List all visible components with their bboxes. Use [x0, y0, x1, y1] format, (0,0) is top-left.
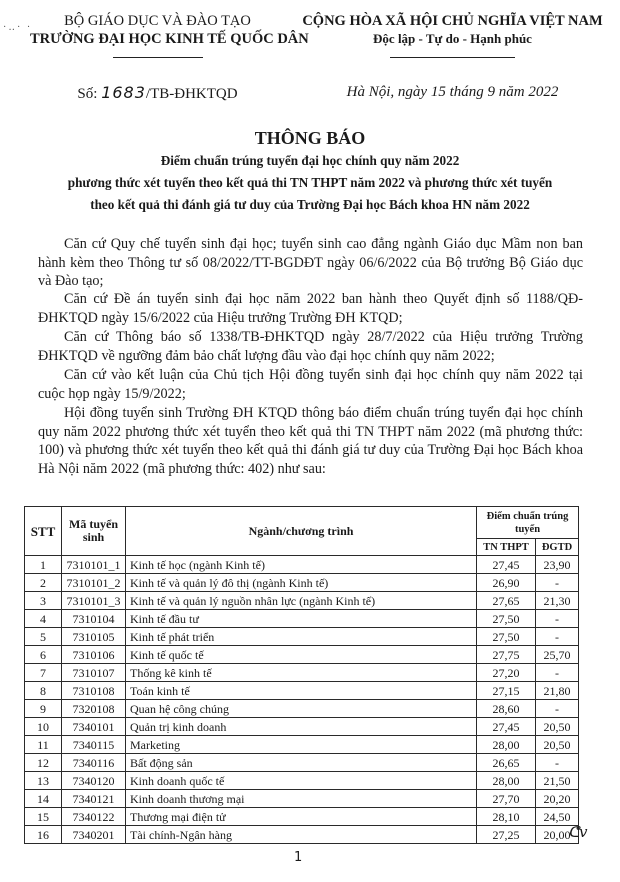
paragraph-regulation: Căn cứ Quy chế tuyển sinh đại học; tuyển sinh cao đẳng ngành Giáo dục Mầm non ban hành kèm theo Thông tư số 08/2022/TT-BGDĐT ngày 06/6/2022 của Bộ trưởng Bộ Giáo dục và Đào tạo; — [38, 236, 583, 289]
cell-code: 7340116 — [62, 754, 126, 772]
table-row — [25, 664, 579, 682]
cell-dgtd: 23,90 — [536, 556, 579, 574]
table-row — [25, 808, 579, 826]
cell-stt: 16 — [25, 826, 62, 844]
cell-code: 7340201 — [62, 826, 126, 844]
table-row — [25, 610, 579, 628]
table-row — [25, 736, 579, 754]
cell-program: Kinh doanh thương mại — [126, 790, 477, 808]
cell-program: Kinh doanh quốc tế — [126, 772, 477, 790]
initials-signature: ᕦv — [568, 823, 588, 841]
cell-tn-thpt: 27,75 — [477, 646, 536, 664]
number-handwritten: 1683 — [101, 83, 146, 102]
cell-tn-thpt: 26,90 — [477, 574, 536, 592]
scan-specks: ·‥· · — [3, 22, 33, 33]
cell-program: Kinh tế quốc tế — [126, 646, 477, 664]
cell-tn-thpt: 27,50 — [477, 628, 536, 646]
table-row — [25, 682, 579, 700]
cell-stt: 2 — [25, 574, 62, 592]
cell-program: Thương mại điện tử — [126, 808, 477, 826]
cell-dgtd: - — [536, 628, 579, 646]
subtitle-line-2: phương thức xét tuyển theo kết quả thi TN THPT năm 2022 và phương thức xét tuyển — [67, 175, 553, 190]
cell-stt: 5 — [25, 628, 62, 646]
cell-tn-thpt: 27,20 — [477, 664, 536, 682]
cell-program: Tài chính-Ngân hàng — [126, 826, 477, 844]
cell-tn-thpt: 27,50 — [477, 610, 536, 628]
cell-program: Kinh tế phát triển — [126, 628, 477, 646]
cell-tn-thpt: 26,65 — [477, 754, 536, 772]
paragraph-threshold-notice: Căn cứ Thông báo số 1338/TB-ĐHKTQD ngày 28/7/2022 của Hiệu trưởng Trường ĐHKTQD về ngưỡng đảm bảo chất lượng đầu vào đại học chính quy năm 2022; — [38, 329, 583, 364]
cell-stt: 9 — [25, 700, 62, 718]
header-right — [290, 12, 615, 58]
header-tn-thpt: TN THPT — [477, 539, 536, 556]
number-prefix: Số: — [77, 86, 98, 102]
document-title: THÔNG BÁO — [254, 128, 366, 148]
cell-code: 7310104 — [62, 610, 126, 628]
table-row — [25, 646, 579, 664]
cell-code: 7340121 — [62, 790, 126, 808]
cell-program: Kinh tế và quản lý đô thị (ngành Kinh tế) — [126, 574, 477, 592]
table-row — [25, 700, 579, 718]
cell-stt: 11 — [25, 736, 62, 754]
cell-dgtd: 21,30 — [536, 592, 579, 610]
cell-tn-thpt: 27,45 — [477, 556, 536, 574]
header-right-rule — [390, 57, 515, 58]
cell-stt: 14 — [25, 790, 62, 808]
admission-scores-table — [24, 506, 579, 844]
table-row — [25, 754, 579, 772]
cell-dgtd: - — [536, 610, 579, 628]
cell-program: Toán kinh tế — [126, 682, 477, 700]
cell-tn-thpt: 28,60 — [477, 700, 536, 718]
cell-tn-thpt: 27,70 — [477, 790, 536, 808]
cell-tn-thpt: 27,25 — [477, 826, 536, 844]
table-row — [25, 790, 579, 808]
cell-stt: 10 — [25, 718, 62, 736]
cell-program: Thống kê kinh tế — [126, 664, 477, 682]
cell-code: 7310101_1 — [62, 556, 126, 574]
header-left — [30, 12, 309, 58]
page-number: 1 — [294, 850, 303, 865]
ministry-name: BỘ GIÁO DỤC VÀ ĐÀO TẠO — [64, 13, 251, 29]
cell-code: 7320108 — [62, 700, 126, 718]
cell-tn-thpt: 27,65 — [477, 592, 536, 610]
header-dgtd: ĐGTD — [536, 539, 579, 556]
cell-dgtd: 20,50 — [536, 736, 579, 754]
table-row — [25, 718, 579, 736]
cell-dgtd: 21,50 — [536, 772, 579, 790]
cell-dgtd: 20,00 — [536, 826, 579, 844]
cell-code: 7310106 — [62, 646, 126, 664]
table-row — [25, 772, 579, 790]
cell-program: Quản trị kinh doanh — [126, 718, 477, 736]
paragraph-admission-plan: Căn cứ Đề án tuyển sinh đại học năm 2022 ban hành theo Quyết định số 1188/QĐ-ĐHKTQD ngày 15/6/2022 của Hiệu trưởng Trường ĐH KTQD; — [38, 291, 583, 326]
cell-tn-thpt: 28,00 — [477, 772, 536, 790]
paragraph-council-conclusion: Căn cứ vào kết luận của Chủ tịch Hội đồng tuyển sinh đại học chính quy năm 2022 tại cuộc họp ngày 15/9/2022; — [38, 367, 583, 402]
cell-stt: 13 — [25, 772, 62, 790]
cell-stt: 4 — [25, 610, 62, 628]
table-row — [25, 574, 579, 592]
cell-code: 7340101 — [62, 718, 126, 736]
header-code: Mã tuyển sinh — [62, 507, 126, 556]
national-motto: Độc lập - Tự do - Hạnh phúc — [373, 31, 532, 46]
cell-tn-thpt: 27,45 — [477, 718, 536, 736]
subtitle-line-1: Điểm chuẩn trúng tuyển đại học chính quy năm 2022 — [160, 153, 460, 168]
cell-dgtd: - — [536, 664, 579, 682]
university-name: TRƯỜNG ĐẠI HỌC KINH TẾ QUỐC DÂN — [30, 31, 309, 47]
header-left-rule — [113, 57, 203, 58]
cell-code: 7310101_2 — [62, 574, 126, 592]
cell-code: 7310107 — [62, 664, 126, 682]
table-row — [25, 628, 579, 646]
cell-dgtd: - — [536, 700, 579, 718]
cell-program: Marketing — [126, 736, 477, 754]
header-program: Ngành/chương trình — [126, 507, 477, 556]
cell-program: Quan hệ công chúng — [126, 700, 477, 718]
cell-stt: 8 — [25, 682, 62, 700]
cell-program: Kinh tế đầu tư — [126, 610, 477, 628]
table-row — [25, 592, 579, 610]
cell-dgtd: 25,70 — [536, 646, 579, 664]
cell-dgtd: - — [536, 574, 579, 592]
cell-code: 7340115 — [62, 736, 126, 754]
cell-stt: 1 — [25, 556, 62, 574]
cell-dgtd: 20,20 — [536, 790, 579, 808]
cell-code: 7310101_3 — [62, 592, 126, 610]
cell-stt: 15 — [25, 808, 62, 826]
header-score-group: Điểm chuẩn trúng tuyển — [477, 507, 579, 539]
cell-code: 7340120 — [62, 772, 126, 790]
document-number — [30, 83, 285, 103]
cell-tn-thpt: 28,10 — [477, 808, 536, 826]
cell-program: Bất động sản — [126, 754, 477, 772]
cell-tn-thpt: 27,15 — [477, 682, 536, 700]
cell-stt: 12 — [25, 754, 62, 772]
cell-code: 7310105 — [62, 628, 126, 646]
table-row — [25, 556, 579, 574]
cell-dgtd: 24,50 — [536, 808, 579, 826]
cell-tn-thpt: 28,00 — [477, 736, 536, 754]
table-row — [25, 826, 579, 844]
header-stt: STT — [25, 507, 62, 556]
cell-dgtd: 21,80 — [536, 682, 579, 700]
cell-dgtd: - — [536, 754, 579, 772]
cell-program: Kinh tế học (ngành Kinh tế) — [126, 556, 477, 574]
cell-stt: 3 — [25, 592, 62, 610]
republic-name: CỘNG HÒA XÃ HỘI CHỦ NGHĨA VIỆT NAM — [302, 13, 603, 29]
cell-dgtd: 20,50 — [536, 718, 579, 736]
cell-stt: 6 — [25, 646, 62, 664]
cell-code: 7340122 — [62, 808, 126, 826]
cell-code: 7310108 — [62, 682, 126, 700]
place-date: Hà Nội, ngày 15 tháng 9 năm 2022 — [346, 84, 559, 100]
cell-stt: 7 — [25, 664, 62, 682]
number-suffix: /TB-ĐHKTQD — [145, 86, 238, 102]
subtitle-line-3: theo kết quả thi đánh giá tư duy của Trường Đại học Bách khoa HN năm 2022 — [90, 197, 530, 212]
paragraph-announcement: Hội đồng tuyển sinh Trường ĐH KTQD thông báo điểm chuẩn trúng tuyển đại học chính quy năm 2022 phương thức xét tuyển theo kết quả thi TN THPT năm 2022 (mã phương thức: 100) và phương thức xét tuyển theo kết quả thi đánh giá tư duy của Trường Đại học Bách khoa Hà Nội năm 2022 (mã phương thức: 402) như sau: — [38, 405, 583, 477]
cell-program: Kinh tế và quản lý nguồn nhân lực (ngành Kinh tế) — [126, 592, 477, 610]
